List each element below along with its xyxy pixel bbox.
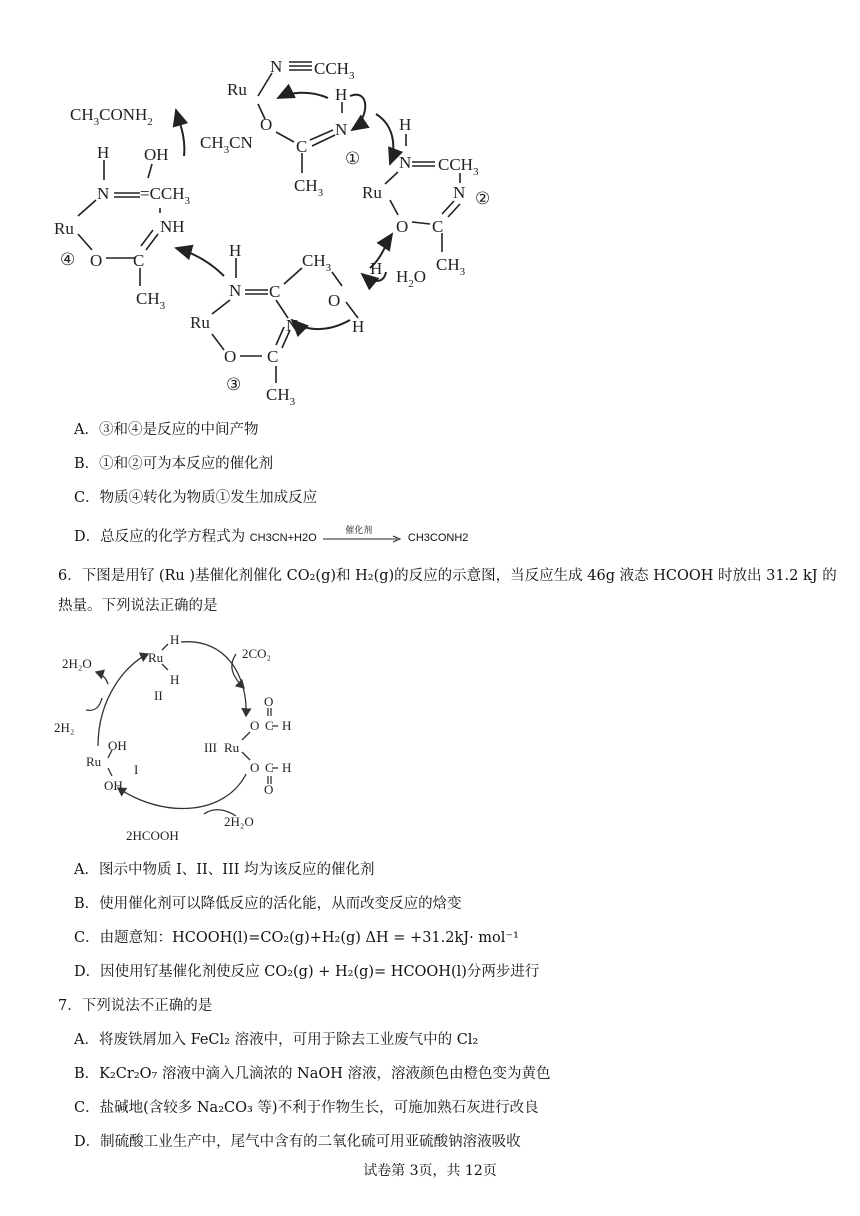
ru-label: Ru [190, 313, 210, 332]
ch3-label: $CH_3$ [302, 251, 332, 274]
label-1: ① [345, 149, 361, 168]
q7-option-c: C．盐碱地(含较多 Na₂CO₃ 等)不利于作物生长，可施加熟石灰进行改良 [74, 1100, 539, 1116]
catalyst-label: 催化剂 [345, 525, 373, 535]
q6-option-b: B．使用催化剂可以降低反应的活化能，从而改变反应的焓变 [74, 896, 462, 912]
ch3-label: $CH_3$ [266, 385, 296, 408]
label-3: ③ [226, 375, 242, 394]
q5-option-b: B．①和②可为本反应的催化剂 [74, 456, 274, 472]
h-label: H [97, 143, 110, 162]
q5-option-a: A．③和④是反应的中间产物 [74, 422, 259, 438]
ch3conh2-label: $CH_3CONH_2$ [70, 105, 153, 128]
q7-option-b: B．K₂Cr₂O₇ 溶液中滴入几滴浓的 NaOH 溶液，溶液颜色由橙色变为黄色 [74, 1066, 551, 1082]
oh-label: OH [108, 738, 127, 753]
n-label: N [229, 281, 242, 300]
q7-stem: 7．下列说法不正确的是 [58, 998, 213, 1014]
ru-label: Ru [54, 219, 74, 238]
q6-option-d: D．因使用钌基催化剂使反应 CO₂(g) + H₂(g)= HCOOH(l)分两步进行 [74, 964, 540, 980]
c-label: C [265, 718, 274, 733]
n-label: N [286, 316, 299, 335]
ch3cn-label: $CH_3CN$ [200, 133, 253, 156]
n-label: N [453, 183, 466, 202]
o-label: O [250, 718, 260, 733]
h-label: H [399, 115, 412, 134]
cch3-label: $CCH_3$ [314, 59, 355, 82]
ch3-label: $CH_3$ [294, 176, 324, 199]
o-label: O [224, 347, 237, 366]
q7-option-a: A．将废铁屑加入 FeCl₂ 溶液中，可用于除去工业废气中的 Cl₂ [74, 1032, 479, 1048]
co2-in-label: 2CO₂ [242, 646, 272, 661]
page-footer: 试卷第 3页，共 12页 [363, 1163, 497, 1179]
c-label: C [269, 282, 281, 301]
label-2: ② [475, 189, 491, 208]
q5-option-d-label: D．总反应的化学方程式为 [74, 529, 246, 545]
c-label: C [265, 760, 274, 775]
equation-product: CH3CONH2 [407, 532, 469, 544]
equation-reactants: CH3CN+H2O [249, 532, 317, 544]
o-label: O [260, 115, 273, 134]
label-4: ④ [60, 250, 76, 269]
n-label: N [399, 153, 412, 172]
q6-stem-line2: 热量。下列说法正确的是 [58, 598, 218, 614]
nh-label: NH [160, 217, 185, 236]
cch3-label: $=CCH_3$ [140, 184, 191, 207]
o-label: O [328, 291, 341, 310]
roman-ii: II [154, 688, 163, 703]
h-label: H [370, 259, 383, 278]
q5-option-c: C．物质④转化为物质①发生加成反应 [74, 490, 318, 506]
ru-label: Ru [227, 80, 247, 99]
ru-label: Ru [362, 183, 382, 202]
h-label: H [282, 760, 292, 775]
hcooh-out-label: 2HCOOH [126, 828, 179, 843]
ch3-label: $CH_3$ [136, 289, 166, 312]
o-label: O [396, 217, 409, 236]
h2o-out-label: 2H₂O [62, 656, 92, 671]
q6-cycle-diagram [46, 628, 316, 846]
o-label: O [90, 251, 103, 270]
h-label: H [229, 241, 242, 260]
q6-option-a: A．图示中物质 I、II、III 均为该反应的催化剂 [74, 862, 375, 878]
cch3-label: $CCH_3$ [438, 155, 479, 178]
ru-label: Ru [224, 740, 240, 755]
h-label: H [282, 718, 292, 733]
h-label: H [170, 672, 180, 687]
ru-label: Ru [148, 650, 164, 665]
q6-option-c: C．由题意知：HCOOH(l)=CO₂(g)+H₂(g) ΔH = +31.2kJ· mol⁻¹ [74, 930, 519, 946]
oh-label: OH [104, 778, 123, 793]
n-label: N [270, 57, 283, 76]
oh-label: OH [144, 145, 169, 164]
c-label: C [267, 347, 279, 366]
n-label: N [335, 120, 348, 139]
h-label: H [170, 632, 180, 647]
o-label: O [264, 782, 274, 797]
n-label: N [97, 184, 110, 203]
q5-option-d [74, 527, 468, 548]
o-label: O [264, 694, 274, 709]
c-label: C [296, 137, 308, 156]
c-label: C [133, 251, 145, 270]
catalyst-arrow [321, 525, 403, 544]
c-label: C [432, 217, 444, 236]
roman-i: I [134, 762, 139, 777]
ch3-label: $CH_3$ [436, 255, 466, 278]
ru-label: Ru [86, 754, 102, 769]
h-label: H [335, 85, 348, 104]
q7-option-d: D．制硫酸工业生产中，尾气中含有的二氧化硫可用亚硫酸钠溶液吸收 [74, 1134, 521, 1150]
q6-stem-line1: 6．下图是用钌 (Ru )基催化剂催化 CO₂(g)和 H₂(g)的反应的示意图，当反应生成 46g 液态 HCOOH 时放出 31.2 kJ 的 [58, 568, 837, 584]
h2o-in-label: 2H₂O [224, 814, 254, 829]
q5-mechanism-diagram [40, 38, 540, 416]
h-label: H [352, 317, 365, 336]
roman-iii: III [204, 740, 217, 755]
h2-in-label: 2H₂ [54, 720, 75, 735]
h2o-label: $H_2O$ [396, 267, 427, 290]
o-label: O [250, 760, 260, 775]
